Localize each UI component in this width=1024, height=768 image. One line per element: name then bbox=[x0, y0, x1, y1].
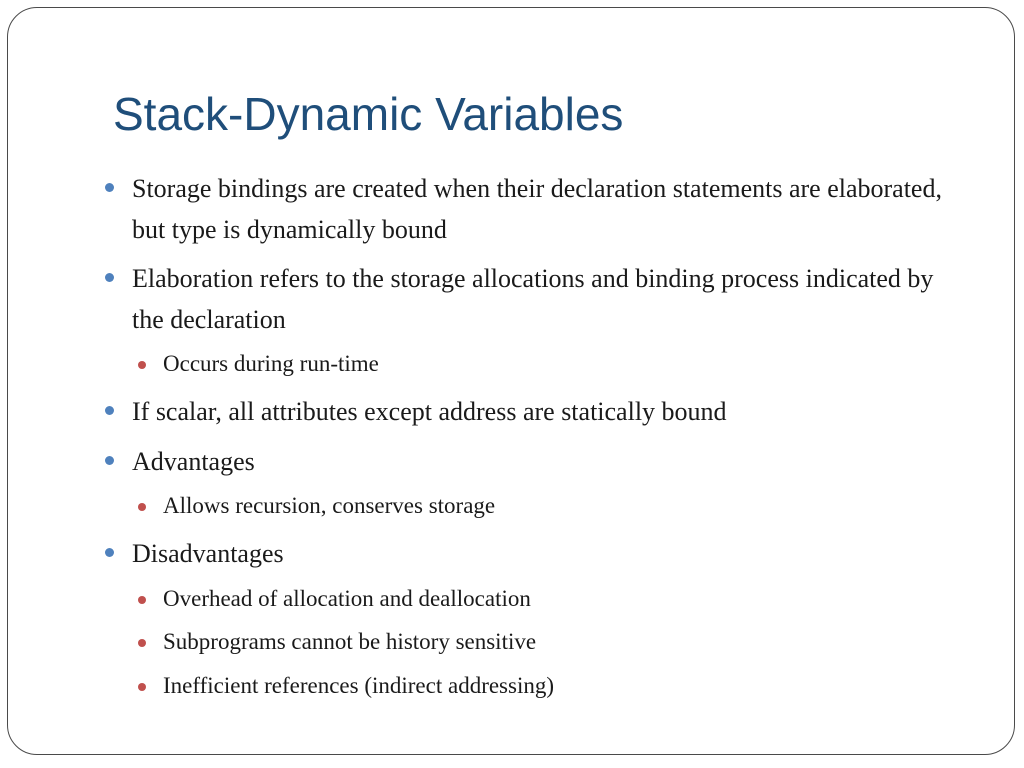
bullet-dot-icon bbox=[105, 183, 114, 192]
sub-bullet-item bbox=[163, 584, 963, 614]
bullet-text: Elaboration refers to the storage allocations and binding process indicated by the declaration bbox=[132, 264, 934, 334]
sub-bullet-dot-icon bbox=[138, 683, 146, 691]
sub-bullet-dot-icon bbox=[138, 639, 146, 647]
bullet-text: Disadvantages bbox=[132, 539, 284, 568]
sub-bullet-dot-icon bbox=[138, 596, 146, 604]
bullet-item bbox=[132, 533, 962, 574]
bullet-text: If scalar, all attributes except address are statically bound bbox=[132, 397, 727, 426]
sub-bullet-item bbox=[163, 491, 963, 521]
sub-bullet-item bbox=[163, 671, 963, 701]
bullet-item bbox=[132, 258, 962, 340]
bullet-text: Storage bindings are created when their declaration statements are elaborated, but type is dynamically bound bbox=[132, 174, 942, 244]
slide-title: Stack-Dynamic Variables bbox=[113, 88, 624, 140]
sub-bullet-text: Overhead of allocation and deallocation bbox=[163, 586, 531, 611]
sub-bullet-text: Allows recursion, conserves storage bbox=[163, 493, 496, 518]
sub-bullet-dot-icon bbox=[138, 503, 146, 511]
bullet-item bbox=[132, 168, 962, 250]
sub-bullet-item bbox=[163, 627, 963, 657]
sub-bullet-dot-icon bbox=[138, 361, 146, 369]
bullet-dot-icon bbox=[105, 456, 114, 465]
sub-bullet-text: Inefficient references (indirect addressing) bbox=[163, 673, 555, 698]
bullet-item bbox=[132, 391, 962, 432]
bullet-dot-icon bbox=[105, 406, 114, 415]
bullet-dot-icon bbox=[105, 548, 114, 557]
bullet-text: Advantages bbox=[132, 447, 255, 476]
sub-bullet-text: Subprograms cannot be history sensitive bbox=[163, 629, 537, 654]
sub-bullet-text: Occurs during run-time bbox=[163, 351, 379, 376]
sub-bullet-item bbox=[163, 349, 963, 379]
bullet-dot-icon bbox=[105, 273, 114, 282]
bullet-item bbox=[132, 441, 962, 482]
